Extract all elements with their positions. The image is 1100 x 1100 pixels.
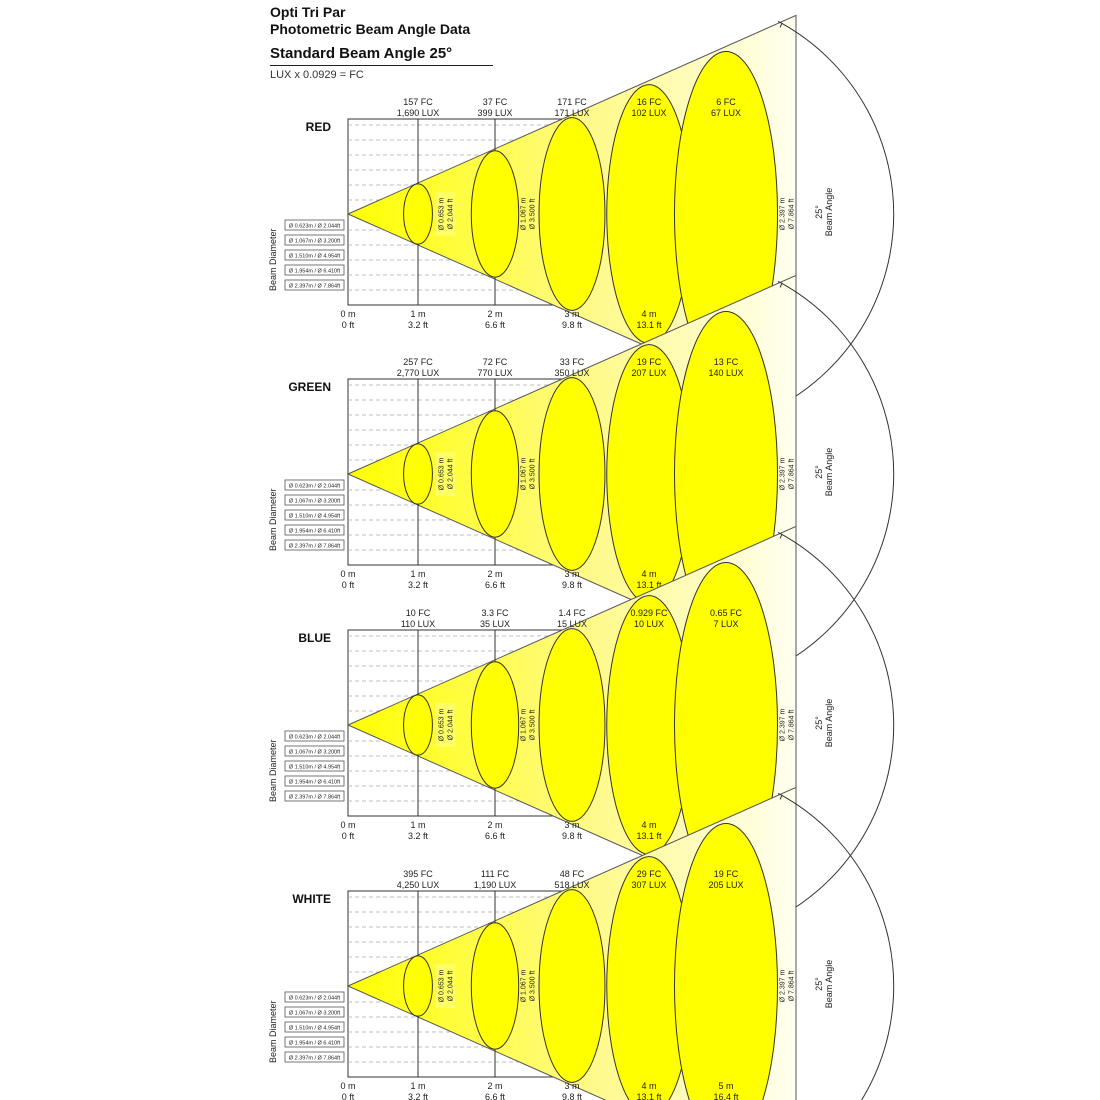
diameter-ft: Ø 7.864 ft <box>788 709 796 741</box>
legend-label: Ø 0.623m / Ø 2.044ft <box>288 483 341 490</box>
lux-value: 67 LUX <box>710 108 742 118</box>
distance-ft-label: 16.4 ft <box>713 1092 739 1100</box>
diameter-m: Ø 1.067 m <box>520 708 528 742</box>
beam-spot <box>404 695 433 755</box>
diameter-m: Ø 0.653 m <box>438 969 446 1003</box>
fc-value: 72 FC <box>482 357 508 367</box>
legend-label: Ø 1.954m / Ø 6.410ft <box>288 779 341 786</box>
beam-diameter-side-label <box>268 228 278 291</box>
distance-ft-label: 0 ft <box>341 320 355 330</box>
title-product: Opti Tri Par <box>270 4 346 20</box>
legend-label: Ø 1.067m / Ø 3.200ft <box>288 1010 341 1017</box>
distance-m-label: 4 m <box>641 820 657 830</box>
distance-ft-label: 13.1 ft <box>636 1092 662 1100</box>
side-label-text: Beam Diameter <box>268 488 278 551</box>
panel-name: WHITE <box>292 892 331 906</box>
distance-m-label: 3 m <box>564 820 580 830</box>
side-label-text: Beam Diameter <box>268 228 278 291</box>
lux-value: 518 LUX <box>554 880 590 890</box>
distance-m-label: 0 m <box>340 1081 356 1091</box>
distance-m-label: 2 m <box>487 820 503 830</box>
beam-angle-arc <box>779 23 894 404</box>
legend-label: Ø 1.067m / Ø 3.200ft <box>288 498 341 505</box>
fc-value: 111 FC <box>480 869 510 879</box>
diameter-m: Ø 1.067 m <box>520 969 528 1003</box>
beam-angle-arc <box>779 795 894 1100</box>
beam-spot <box>471 923 518 1049</box>
fc-value: 257 FC <box>403 357 433 367</box>
diameter-ft: Ø 3.500 ft <box>529 198 537 230</box>
panel-name: RED <box>305 120 331 134</box>
legend-label: Ø 1.510m / Ø 4.954ft <box>288 513 341 520</box>
diameter-ft: Ø 7.864 ft <box>788 198 796 230</box>
beam-angle-label <box>814 448 834 497</box>
diameter-m: Ø 0.653 m <box>438 457 446 491</box>
distance-m-label: 2 m <box>487 1081 503 1091</box>
panel-name: GREEN <box>288 380 331 394</box>
diameter-label <box>435 192 455 236</box>
diameter-label <box>435 452 455 496</box>
distance-m-label: 5 m <box>718 1081 734 1091</box>
distance-ft-label: 6.6 ft <box>484 831 506 841</box>
beam-spot <box>404 444 433 504</box>
diameter-m: Ø 2.397 m <box>779 708 787 742</box>
fc-value: 171 FC <box>557 97 587 107</box>
diameter-ft: Ø 2.044 ft <box>447 198 455 230</box>
distance-m-label: 3 m <box>564 1081 580 1091</box>
diameter-m: Ø 1.067 m <box>520 197 528 231</box>
lux-value: 2,770 LUX <box>396 368 440 378</box>
lux-value: 307 LUX <box>631 880 667 890</box>
fc-value: 395 FC <box>403 869 433 879</box>
beam-diameter-side-label <box>268 739 278 802</box>
beam-diameter-side-label <box>268 488 278 551</box>
panel-name: BLUE <box>298 631 331 645</box>
distance-ft-label: 3.2 ft <box>407 831 429 841</box>
distance-ft-label: 0 ft <box>341 1092 355 1100</box>
legend-label: Ø 1.067m / Ø 3.200ft <box>288 749 341 756</box>
legend-label: Ø 2.397m / Ø 7.864ft <box>288 794 341 801</box>
diameter-m: Ø 2.397 m <box>779 197 787 231</box>
distance-ft-label: 3.2 ft <box>407 320 429 330</box>
fc-value: 3.3 FC <box>481 608 509 618</box>
distance-m-label: 1 m <box>410 309 426 319</box>
diameter-ft: Ø 3.500 ft <box>529 709 537 741</box>
beam-spot <box>471 411 518 537</box>
side-label-text: Beam Diameter <box>268 1000 278 1063</box>
legend-label: Ø 2.397m / Ø 7.864ft <box>288 283 341 290</box>
panel-red <box>268 15 894 412</box>
lux-value: 1,690 LUX <box>396 108 440 118</box>
distance-ft-label: 13.1 ft <box>636 320 662 330</box>
beam-spot <box>539 629 605 822</box>
beam-angle-arc <box>779 283 894 664</box>
lux-value: 1,190 LUX <box>473 880 517 890</box>
distance-m-label: 4 m <box>641 1081 657 1091</box>
lux-value: 15 LUX <box>556 619 588 629</box>
legend-label: Ø 1.510m / Ø 4.954ft <box>288 253 341 260</box>
fc-value: 29 FC <box>636 869 662 879</box>
lux-value: 4,250 LUX <box>396 880 440 890</box>
fc-value: 19 FC <box>713 869 739 879</box>
diameter-ft: Ø 2.044 ft <box>447 709 455 741</box>
legend-label: Ø 0.623m / Ø 2.044ft <box>288 995 341 1002</box>
distance-ft-label: 6.6 ft <box>484 1092 506 1100</box>
lux-value: 770 LUX <box>477 368 513 378</box>
side-label-text: Beam Diameter <box>268 739 278 802</box>
fc-value: 13 FC <box>713 357 739 367</box>
distance-ft-label: 9.8 ft <box>561 1092 583 1100</box>
beam-angle-value: 25° <box>814 465 824 479</box>
legend-label: Ø 2.397m / Ø 7.864ft <box>288 1055 341 1062</box>
legend-label: Ø 1.510m / Ø 4.954ft <box>288 764 341 771</box>
distance-m-label: 3 m <box>564 309 580 319</box>
beam-spot <box>404 184 433 244</box>
legend-label: Ø 1.067m / Ø 3.200ft <box>288 238 341 245</box>
diameter-m: Ø 0.653 m <box>438 708 446 742</box>
lux-value: 110 LUX <box>400 619 436 629</box>
lux-value: 140 LUX <box>708 368 744 378</box>
lux-value: 10 LUX <box>633 619 665 629</box>
distance-m-label: 2 m <box>487 569 503 579</box>
fc-value: 33 FC <box>559 357 585 367</box>
fc-value: 19 FC <box>636 357 662 367</box>
distance-m-label: 1 m <box>410 1081 426 1091</box>
beam-spot <box>539 890 605 1083</box>
lux-value: 102 LUX <box>631 108 667 118</box>
beam-diameter-side-label <box>268 1000 278 1063</box>
conversion-note: LUX x 0.0929 = FC <box>270 69 364 81</box>
distance-m-label: 0 m <box>340 820 356 830</box>
diameter-m: Ø 2.397 m <box>779 969 787 1003</box>
lux-value: 350 LUX <box>554 368 590 378</box>
distance-m-label: 1 m <box>410 820 426 830</box>
distance-ft-label: 9.8 ft <box>561 580 583 590</box>
lux-value: 207 LUX <box>631 368 667 378</box>
fc-value: 0.65 FC <box>709 608 743 618</box>
distance-m-label: 4 m <box>641 569 657 579</box>
distance-ft-label: 6.6 ft <box>484 580 506 590</box>
fc-value: 1.4 FC <box>558 608 586 618</box>
title-beam-angle: Standard Beam Angle 25° <box>270 45 453 62</box>
legend-label: Ø 0.623m / Ø 2.044ft <box>288 734 341 741</box>
distance-ft-label: 6.6 ft <box>484 320 506 330</box>
legend-label: Ø 1.510m / Ø 4.954ft <box>288 1025 341 1032</box>
distance-ft-label: 3.2 ft <box>407 580 429 590</box>
diameter-ft: Ø 7.864 ft <box>788 970 796 1002</box>
lux-value: 399 LUX <box>477 108 513 118</box>
beam-angle-text: Beam Angle <box>824 698 834 748</box>
diameter-label <box>435 703 455 747</box>
distance-ft-label: 9.8 ft <box>561 320 583 330</box>
distance-ft-label: 3.2 ft <box>407 1092 429 1100</box>
diameter-m: Ø 0.653 m <box>438 197 446 231</box>
beam-spot <box>471 151 518 277</box>
fc-value: 157 FC <box>403 97 433 107</box>
fc-value: 16 FC <box>636 97 662 107</box>
diameter-ft: Ø 2.044 ft <box>447 970 455 1002</box>
distance-m-label: 3 m <box>564 569 580 579</box>
beam-angle-label <box>814 188 834 237</box>
legend-label: Ø 2.397m / Ø 7.864ft <box>288 543 341 550</box>
beam-angle-text: Beam Angle <box>824 959 834 1009</box>
distance-m-label: 0 m <box>340 569 356 579</box>
legend-label: Ø 0.623m / Ø 2.044ft <box>288 223 341 230</box>
beam-spot <box>539 378 605 571</box>
legend-label: Ø 1.954m / Ø 6.410ft <box>288 528 341 535</box>
diameter-m: Ø 2.397 m <box>779 457 787 491</box>
beam-angle-text: Beam Angle <box>824 187 834 237</box>
fc-value: 10 FC <box>405 608 431 618</box>
beam-angle-label <box>814 699 834 748</box>
lux-value: 35 LUX <box>479 619 511 629</box>
distance-m-label: 4 m <box>641 309 657 319</box>
beam-angle-value: 25° <box>814 205 824 219</box>
beam-spot <box>471 662 518 788</box>
distance-m-label: 0 m <box>340 309 356 319</box>
beam-angle-text: Beam Angle <box>824 447 834 497</box>
distance-ft-label: 13.1 ft <box>636 831 662 841</box>
beam-spot <box>404 956 433 1016</box>
lux-value: 205 LUX <box>708 880 744 890</box>
distance-m-label: 2 m <box>487 309 503 319</box>
lux-value: 7 LUX <box>713 619 739 629</box>
diameter-ft: Ø 2.044 ft <box>447 458 455 490</box>
beam-angle-label <box>814 960 834 1009</box>
fc-value: 6 FC <box>716 97 736 107</box>
diameter-ft: Ø 3.500 ft <box>529 458 537 490</box>
diameter-ft: Ø 7.864 ft <box>788 458 796 490</box>
fc-value: 37 FC <box>482 97 508 107</box>
diameter-m: Ø 1.067 m <box>520 457 528 491</box>
distance-ft-label: 13.1 ft <box>636 580 662 590</box>
fc-value: 0.929 FC <box>630 608 668 618</box>
diameter-label <box>435 964 455 1008</box>
beam-angle-value: 25° <box>814 977 824 991</box>
diameter-ft: Ø 3.500 ft <box>529 970 537 1002</box>
beam-angle-value: 25° <box>814 716 824 730</box>
distance-m-label: 1 m <box>410 569 426 579</box>
beam-spot <box>539 118 605 311</box>
distance-ft-label: 0 ft <box>341 580 355 590</box>
beam-angle-arc <box>779 534 894 915</box>
distance-ft-label: 0 ft <box>341 831 355 841</box>
lux-value: 171 LUX <box>554 108 590 118</box>
legend-label: Ø 1.954m / Ø 6.410ft <box>288 1040 341 1047</box>
title-subject: Photometric Beam Angle Data <box>270 21 471 37</box>
distance-ft-label: 9.8 ft <box>561 831 583 841</box>
legend-label: Ø 1.954m / Ø 6.410ft <box>288 268 341 275</box>
fc-value: 48 FC <box>559 869 585 879</box>
